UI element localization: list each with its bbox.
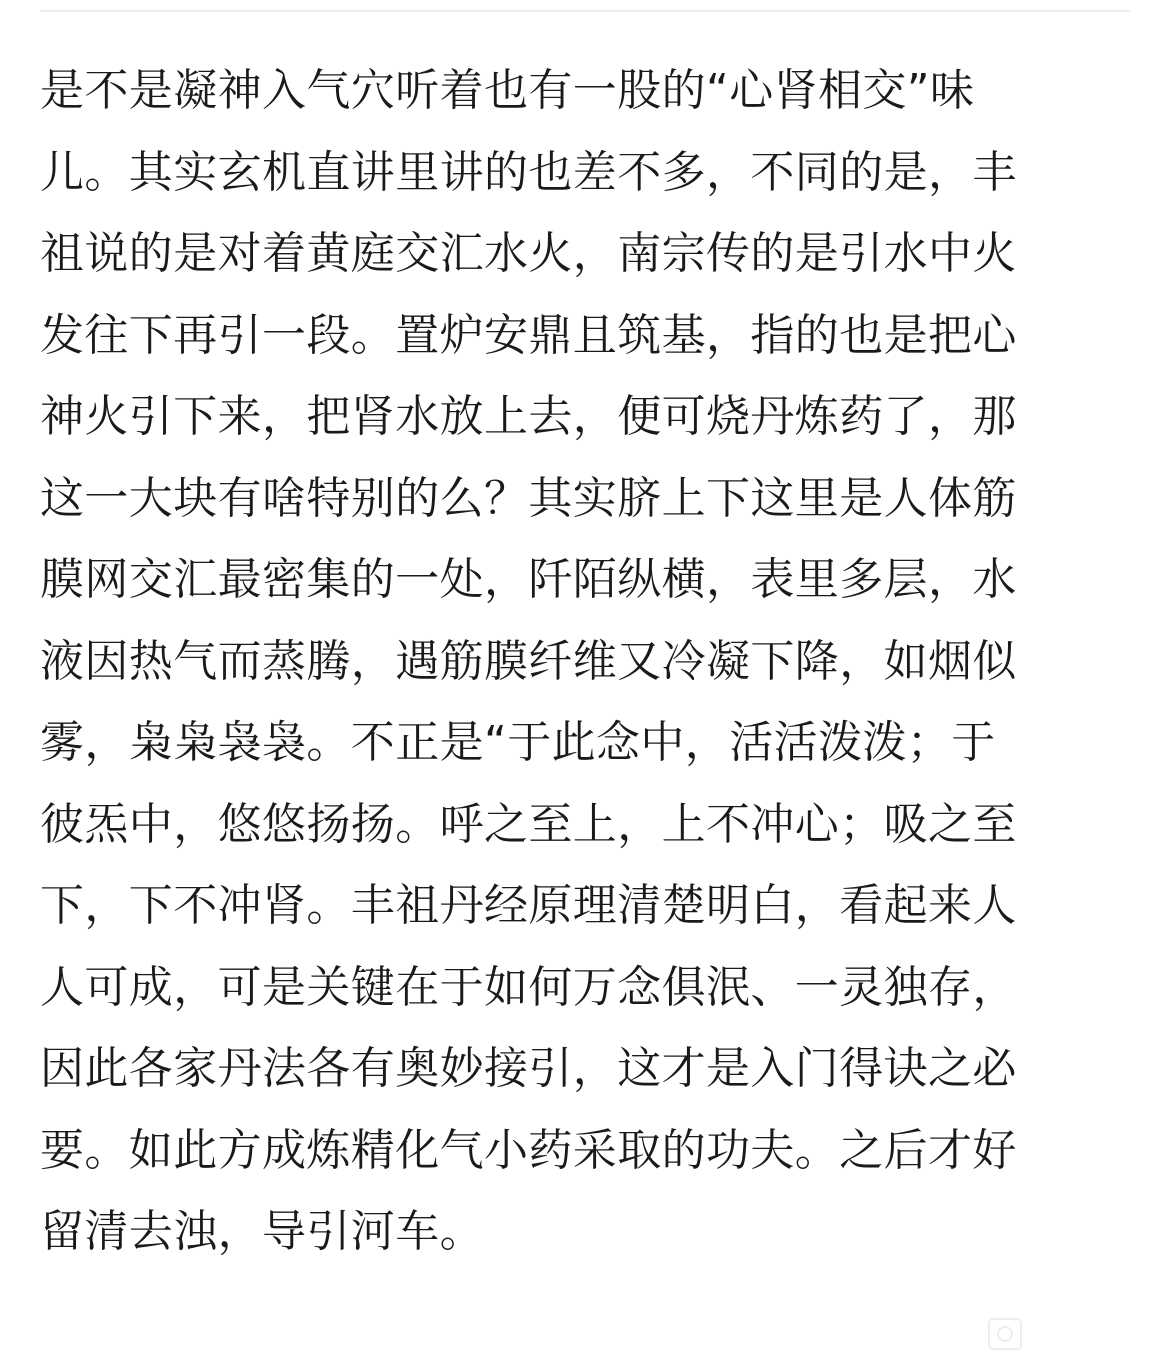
top-divider — [40, 10, 1130, 12]
text-line: 雾，枭枭袅袅。不正是“于此念中，活活泼泼；于 — [40, 717, 996, 768]
text-line: 人可成，可是关键在于如何万念俱泯、一灵独存， — [40, 961, 1017, 1013]
text-line: 膜网交汇最密集的一处，阡陌纵横，表里多层，水 — [40, 554, 1017, 605]
text-line: 留清去浊，导引河车。 — [40, 1206, 484, 1257]
article-body — [40, 50, 1130, 1273]
text-line: 祖说的是对着黄庭交汇水火，南宗传的是引水中火 — [40, 228, 1017, 279]
text-line: 彼炁中，悠悠扬扬。呼之至上，上不冲心；吸之至 — [40, 798, 1017, 850]
watermark-icon — [988, 1318, 1022, 1350]
text-line: 发往下再引一段。置炉安鼎且筑基，指的也是把心 — [40, 309, 1017, 361]
text-line: 下，下不冲肾。丰祖丹经原理清楚明白，看起来人 — [40, 880, 1017, 931]
text-line: 这一大块有啥特别的么？其实脐上下这里是人体筋 — [40, 472, 1017, 524]
text-line: 儿。其实玄机直讲里讲的也差不多，不同的是，丰 — [40, 146, 1017, 198]
text-line: 液因热气而蒸腾，遇筋膜纤维又冷凝下降，如烟似 — [40, 635, 1017, 687]
text-line: 要。如此方成炼精化气小药采取的功夫。之后才好 — [40, 1124, 1017, 1176]
text-line: 因此各家丹法各有奥妙接引，这才是入门得诀之必 — [40, 1043, 1017, 1094]
text-line: 是不是凝神入气穴听着也有一股的“心肾相交”味 — [40, 65, 975, 116]
text-line: 神火引下来，把肾水放上去，便可烧丹炼药了，那 — [40, 391, 1017, 442]
